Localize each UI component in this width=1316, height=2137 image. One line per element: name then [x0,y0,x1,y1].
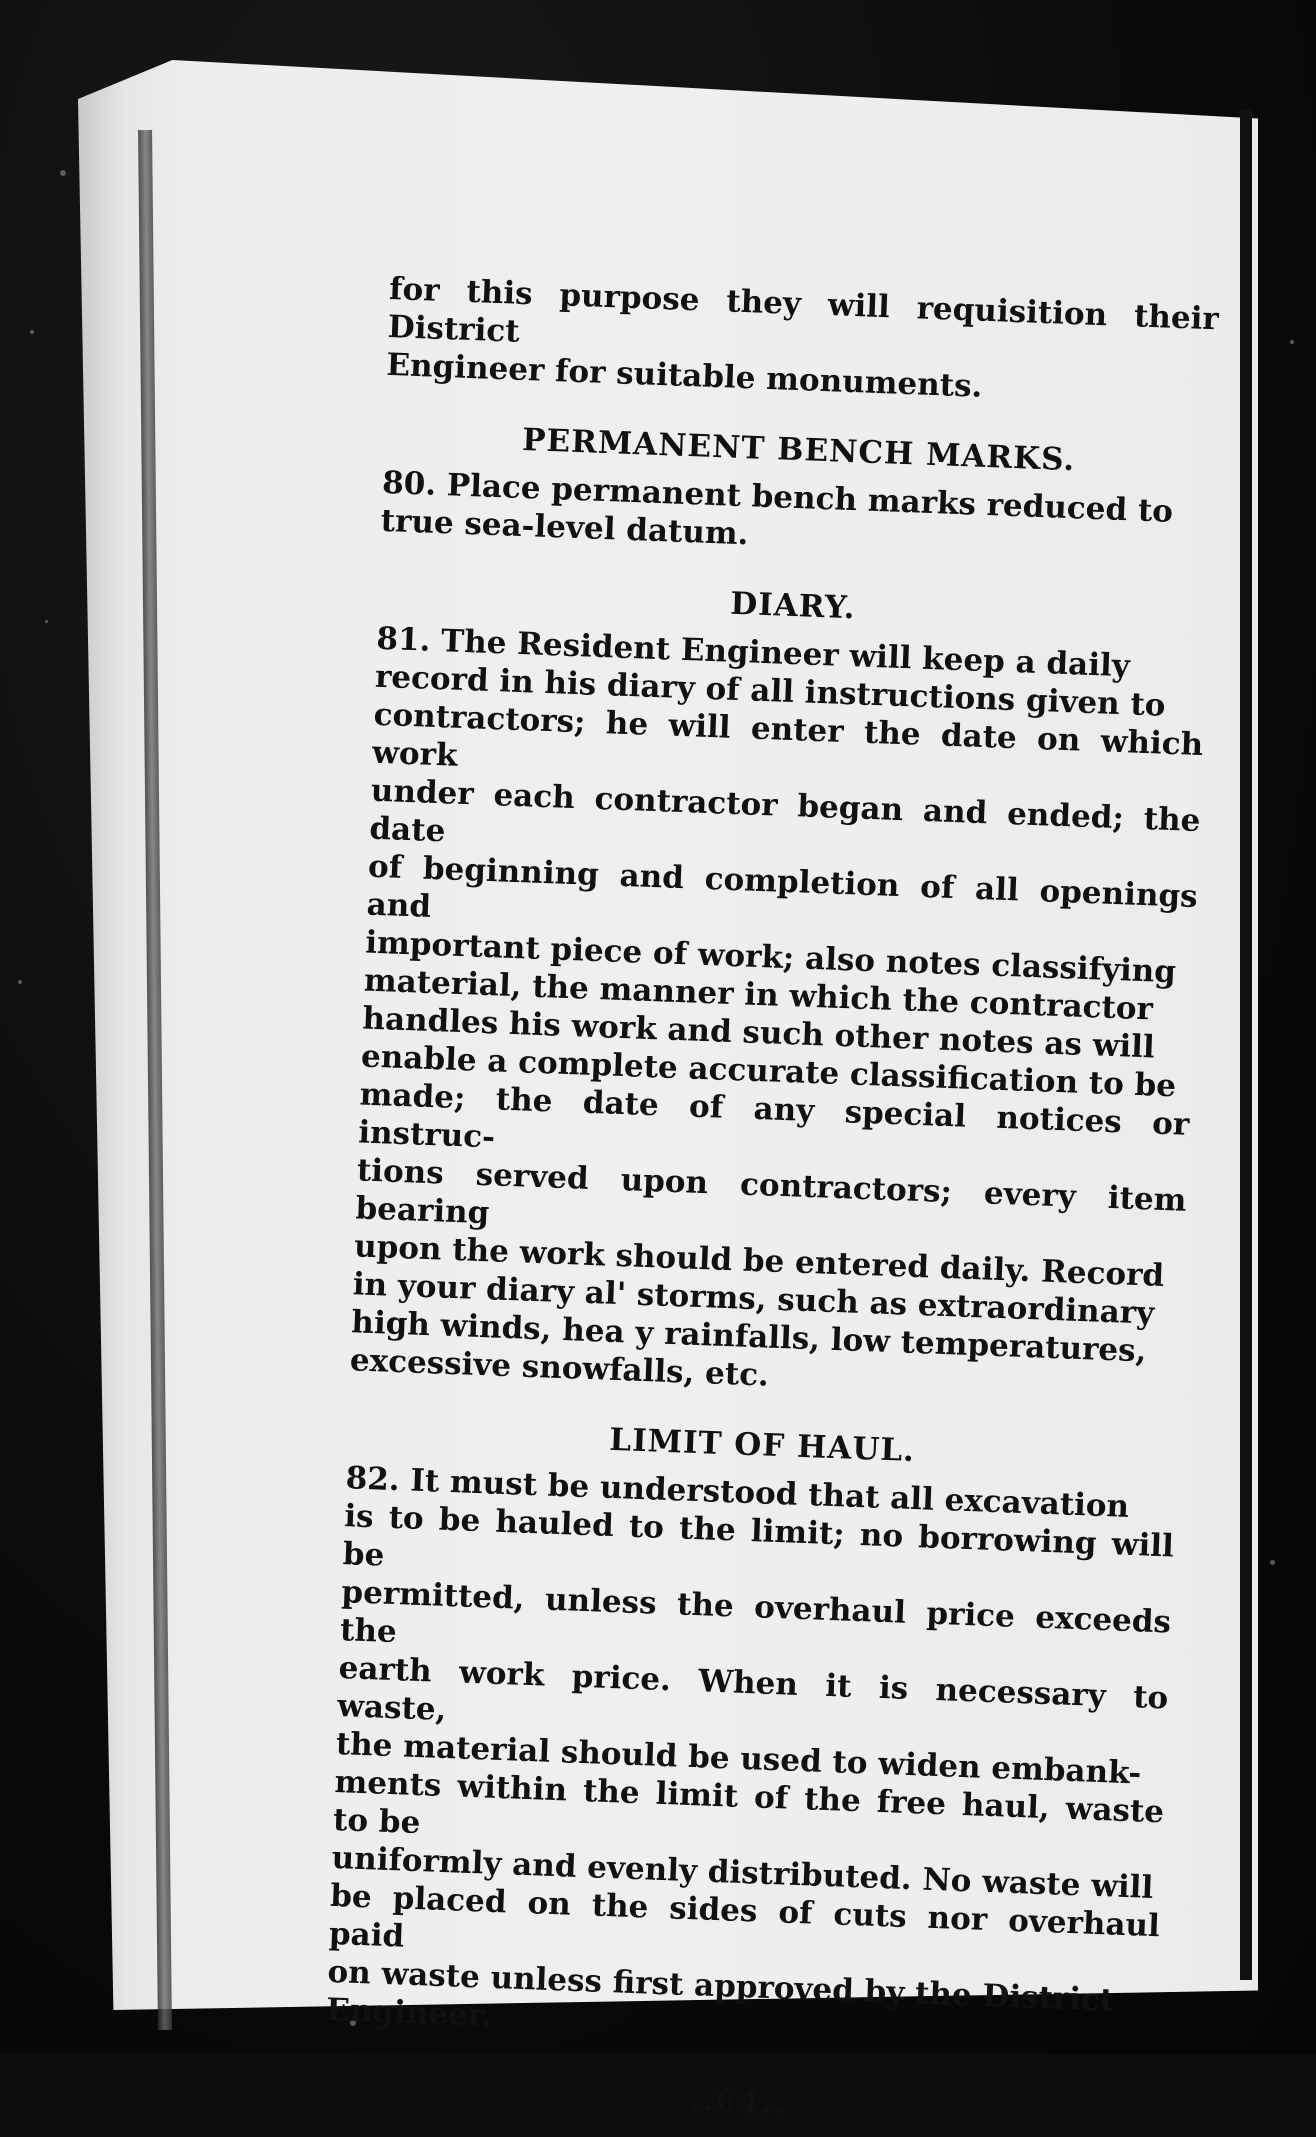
dust-speck [1270,1560,1275,1565]
dust-speck [18,980,22,984]
dust-speck [1290,340,1294,344]
section-text-diary: 81. The Resident Engineer will keep a daily record in his diary of all instructions given to contractors; he will enter the date on which work under each contractor began and ended; the date of beginning and completion of all openings and important piece of work; also notes classifying material, the manner in which the contractor handles his work and such other notes as will enable a complete accurate classification to be made; the date of any special notices or instruc- tions served upon contractors; every item bearing upon the work should be entered daily. Record in your diary al' storms, such as extraordinary high winds, hea y rainfalls, low temperatures, excessive snowfalls, etc. [349,620,1204,1394]
page-text [323,270,1220,2137]
page-number: ..64.. [689,2083,787,2122]
intro-paragraph: for this purpose they will requisition their District Engineer for suitable monuments. [385,270,1220,405]
section-heading-bench-marks: PERMANENT BENCH MARKS. [521,421,1076,479]
dust-speck [45,620,48,623]
right-page-edge [1240,110,1252,1980]
dust-speck [60,170,66,176]
section-heading-diary: DIARY. [729,585,857,627]
section-text-limit-of-haul: 82. It must be understood that all excavation is to be hauled to the limit; no borrowing will be permitted, unless the overhaul price exceeds the earth work price. When it is necessary to waste, the material should be used to widen embank- ments within the limit of the free haul, waste to be uniformly and evenly distributed. No waste will be placed on the sides of cuts nor overhaul paid on waste unless first approved by the District Engineer. [325,1460,1175,2034]
section-text-bench-marks: 80. Place permanent bench marks reduced to true sea-level datum. [380,464,1174,553]
section-heading-limit-of-haul: LIMIT OF HAUL. [608,1421,916,1470]
dust-speck [30,330,34,334]
